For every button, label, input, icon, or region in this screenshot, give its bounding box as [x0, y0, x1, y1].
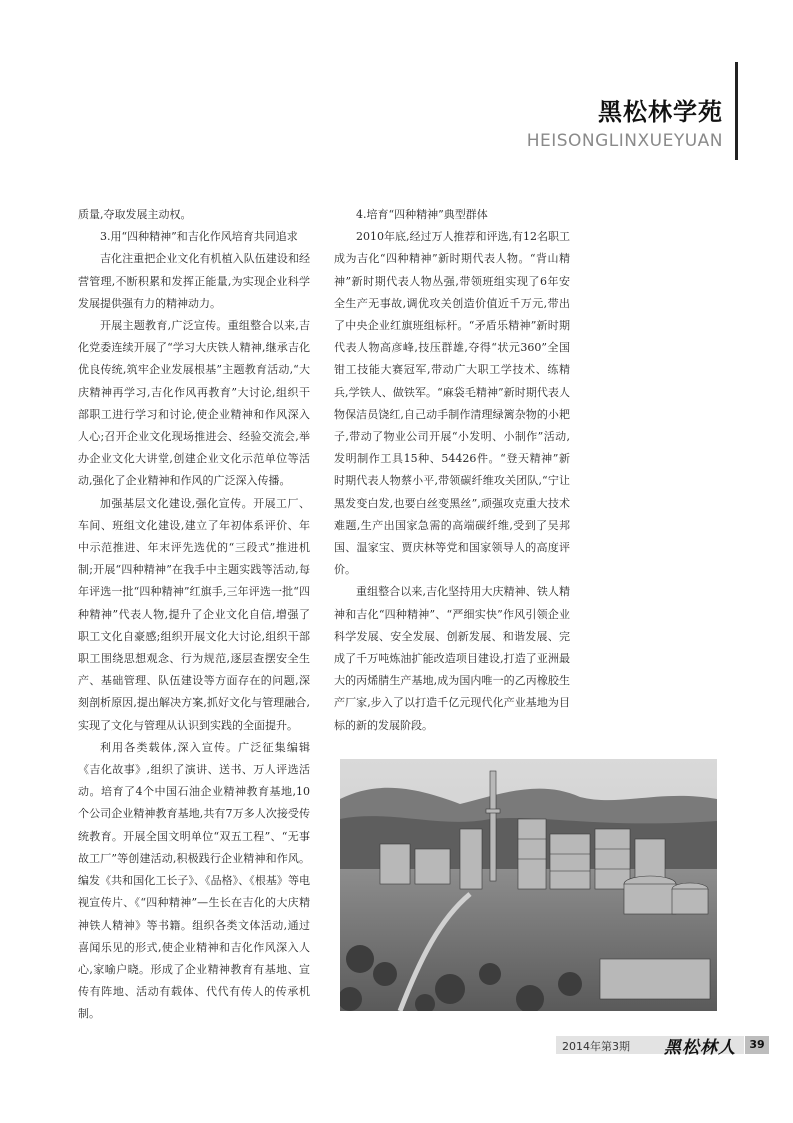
paragraph: 2010年底,经过万人推荐和评选,有12名职工成为吉化“四种精神”新时期代表人物。“背山精神”新时期代表人物丛强,带领班组实现了6年安全生产无事故,调优攻关创造价值近千万元,带出了中央企业红旗班组标杆。“矛盾乐精神”新时期代表人物高彦峰,技压群雄,夺得“状元360”全国钳工技能大赛冠军,带动广大职工学技术、练精兵,学铁人、做铁军。“麻袋毛精神”新时期代表人物保洁员饶红,自己动手制作清理绿篱杂物的小耙子,带动了物业公司开展“小发明、小制作”活动,发明制作工具15种、54426件。“登天精神”新时期代表人物蔡小平,带领碳纤维攻关团队,“宁让黑发变白发,也要白丝变黑丝”,顽强攻克重大技术难题,生产出国家急需的高端碳纤维,受到了吴邦国、温家宝、贾庆林等党和国家领导人的高度评价。	[334, 230, 570, 577]
section-subtitle: HEISONGLINXUEYUAN	[526, 131, 723, 151]
issue-label: 2014年第3期	[562, 1040, 630, 1053]
paragraph: 加强基层文化建设,强化宣传。开展工厂、车间、班组文化建设,建立了年初体系评价、年中示范推进、年末评先选优的“三段式”推进机制;开展“四种精神”在我手中主题实践等活动,每年评选一批“四种精神”红旗手,三年评选一批“四种精神”代表人物,提升了企业文化自信,增强了职工文化自豪感;组织开展文化大讨论,组织干部职工围绕思想观念、行为规范,逐层查摆安全生产、基础管理、队伍建设等方面存在的问题,深刻剖析原因,提出解决方案,抓好文化与管理融合,实现了文化与管理从认识到实践的全面提升。	[78, 496, 310, 732]
paragraph: 3.用“四种精神”和吉化作风培育共同追求	[100, 230, 298, 244]
paragraph: 重组整合以来,吉化坚持用大庆精神、铁人精神和吉化“四种精神”、“严细实快”作风引领企业科学发展、安全发展、创新发展、和谐发展、完成了千万吨炼油扩能改造项目建设,打造了亚洲最大的丙烯腈生产基地,成为国内唯一的乙丙橡胶生产厂家,步入了以打造千亿元现代化产业基地为目标的新的发展阶段。	[334, 585, 570, 732]
paragraph: 质量,夺取发展主动权。	[78, 208, 192, 221]
paragraph: 开展主题教育,广泛宣传。重组整合以来,吉化党委连续开展了“学习大庆铁人精神,继承吉化优良传统,筑牢企业发展根基”主题教育活动,“大庆精神再学习,吉化作风再教育”大讨论,组织干部职工进行学习和讨论,使企业精神和作风深入人心;召开企业文化现场推进会、经验交流会,举办企业文化大讲堂,创建企业文化示范单位等活动,强化了企业精神和作风的广泛深入传播。	[78, 319, 310, 488]
magazine-logo: 黑松林人	[664, 1038, 736, 1058]
refinery-photo	[340, 759, 717, 1011]
paragraph: 4.培育“四种精神”典型群体	[356, 208, 488, 221]
paragraph: 吉化注重把企业文化有机植入队伍建设和经营管理,不断积累和发挥正能量,为实现企业科学发展提供强有力的精神动力。	[78, 252, 310, 310]
left-text-column	[78, 204, 310, 1026]
section-title: 黑松林学苑	[598, 98, 723, 126]
header-vertical-rule	[735, 62, 738, 160]
page-number: 39	[745, 1036, 769, 1054]
right-text-column	[334, 204, 570, 737]
paragraph: 利用各类载体,深入宣传。广泛征集编辑《吉化故事》,组织了演讲、送书、万人评选活动。培育了4个中国石油企业精神教育基地,10个公司企业精神教育基地,共有7万多人次接受传统教育。开展全国文明单位“双五工程”、“无事故工厂”等创建活动,积极践行企业精神和作风。编发《共和国化工长子》、《品格》、《根基》等电视宣传片、《“四种精神”—生长在吉化的大庆精神铁人精神》等书籍。组织各类文体活动,通过喜闻乐见的形式,使企业精神和吉化作风深入人心,家喻户晓。形成了企业精神教育有基地、宣传有阵地、活动有载体、代代有传人的传承机制。	[78, 740, 310, 1021]
